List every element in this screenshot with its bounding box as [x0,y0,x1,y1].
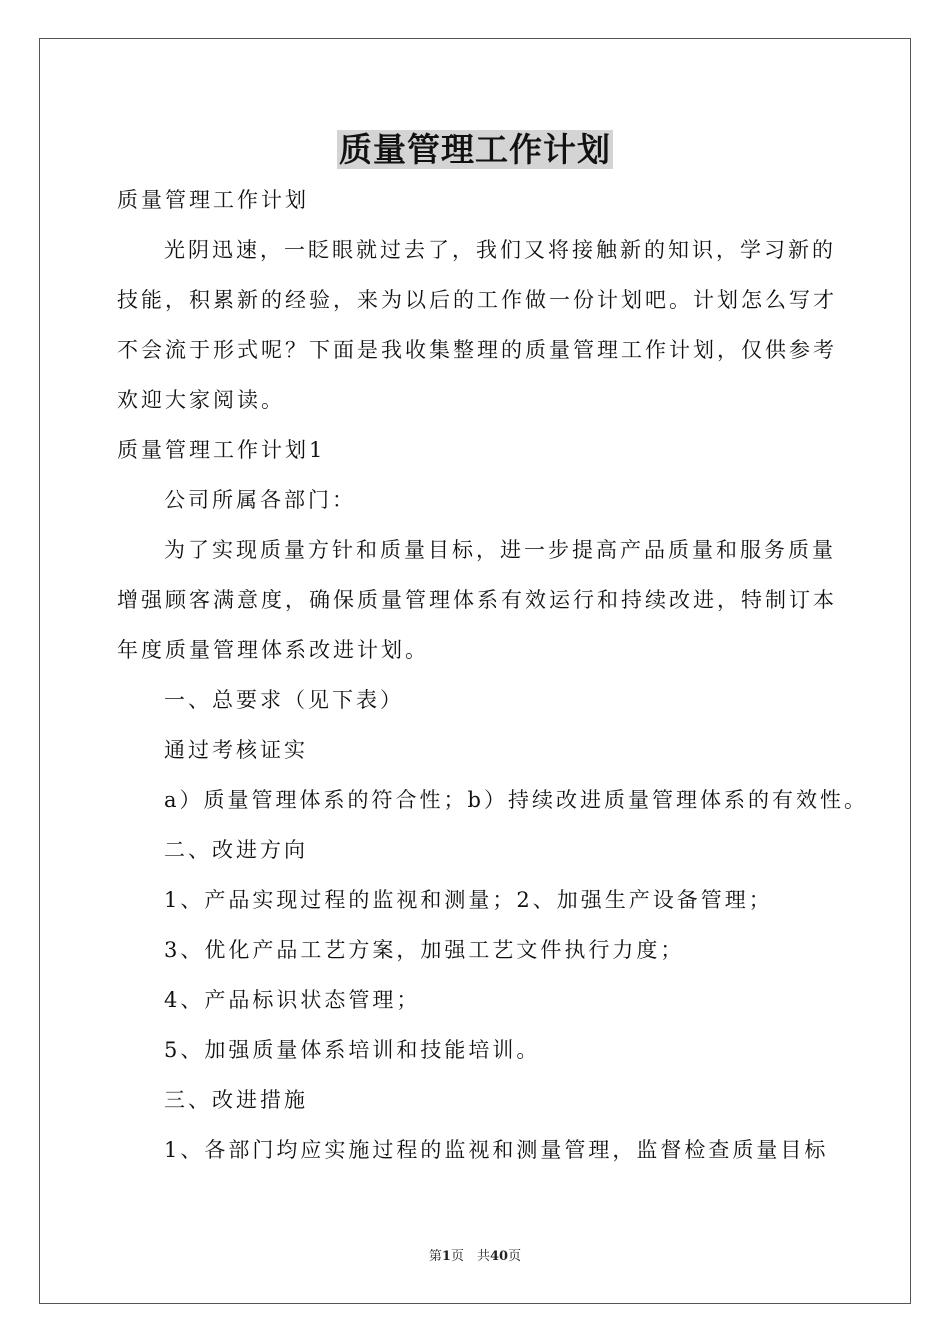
body-line: 一、总要求（见下表） [164,688,404,712]
body-line: 为了实现质量方针和质量目标，进一步提高产品质量和服务质量 [164,538,836,562]
document-title [0,128,950,172]
body-line: 欢迎大家阅读。 [117,388,285,412]
body-line: 3、优化产品工艺方案，加强工艺文件执行力度； [164,938,685,962]
document-body [117,175,868,1175]
body-line: 三、改进措施 [164,1088,308,1112]
current-page-number: 1 [441,1249,451,1264]
body-line: 技能，积累新的经验，来为以后的工作做一份计划吧。计划怎么写才 [117,288,837,312]
page-separator: 页 共 [450,1249,490,1264]
page-number-footer [0,1247,950,1267]
body-line: 年度质量管理体系改进计划。 [117,638,429,662]
body-line: 二、改进方向 [164,838,308,862]
document-title-text: 质量管理工作计划 [339,130,611,169]
body-line: 光阴迅速，一眨眼就过去了，我们又将接触新的知识，学习新的 [164,238,836,262]
body-line: 质量管理工作计划 [117,188,309,212]
body-line: 增强顾客满意度，确保质量管理体系有效运行和持续改进，特制订本 [117,588,837,612]
body-line: 1、产品实现过程的监视和测量；2、加强生产设备管理； [164,888,773,912]
body-line: a）质量管理体系的符合性；b）持续改进质量管理体系的有效性。 [164,788,868,812]
body-line: 不会流于形式呢？下面是我收集整理的质量管理工作计划，仅供参考 [117,338,837,362]
page-suffix: 页 [508,1249,522,1264]
total-page-count: 40 [489,1249,509,1264]
body-line: 5、加强质量体系培训和技能培训。 [164,1038,541,1062]
body-line: 4、产品标识状态管理； [164,988,421,1012]
body-line: 1、各部门均应实施过程的监视和测量管理，监督检查质量目标 [164,1138,829,1162]
page-prefix: 第 [428,1249,442,1264]
body-line: 通过考核证实 [164,738,308,762]
body-line: 公司所属各部门： [164,488,356,512]
body-line: 质量管理工作计划1 [117,438,326,462]
